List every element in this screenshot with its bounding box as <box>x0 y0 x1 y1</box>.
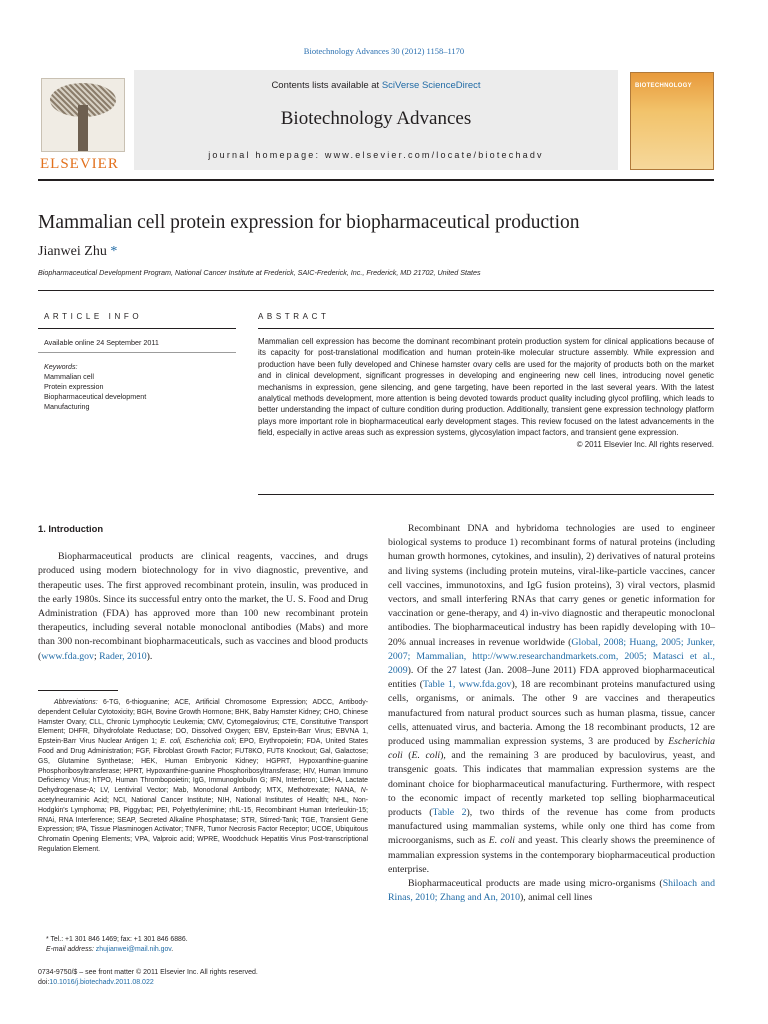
email-line <box>46 945 188 955</box>
email-end: . <box>171 946 174 953</box>
body-text: and yeast. This clearly shows the preeminence of mammalian expression systems in the contemporary biopharmaceutical production enterprise. <box>388 835 715 875</box>
doi-link[interactable]: 10.1016/j.biotechadv.2011.08.022 <box>49 979 154 986</box>
front-matter <box>38 968 258 988</box>
citation-link[interactable]: Global, 2008; Huang, 2005; Junker, 2007; Mammalian, http://www.researchandmarkets.com, 2005; Matasci et al., 2009 <box>388 636 715 677</box>
body-paragraph <box>388 522 715 877</box>
abbreviations-text: ; EPO, Erythropoietin; FDA, United States Food and Drug Administration; FGF, Fibroblast Growth Factor; FUT8KO, FUT8 Knockout; Gal, Galactose; GS, Glutamine Synthetase; HEK, Human Embryonic Kidney; HGPRT, Hypoxanthine-guanine Phosphoribosyltransferase; HPRT, Hypoxanthine-guanine Phosphoribosyltransferase; HIV, Human Immuno Deficiency Virus; hTPO, Human Thrombopoietin; IgG, Immunoglobulin G; IFN, Interferon; LDH-A, Lactate Dehydrogenase-A; LV, Lentiviral Vector; Mab, Monoclonal Antibody; MTX, Methotrexate; NANA, <box>38 738 368 795</box>
author-line <box>38 244 117 260</box>
intro-text: Biopharmaceutical products are clinical reagents, vaccines, and drugs produced using modern biotechnology for in vivo diagnostic, preventive, and therapeutic uses. The first approved recombinant protein, insulin, was produced in the early 1980s. Since its successful entry onto the market, the U. S. Food and Drug Administration (FDA) has approved more than 100 new recombinant protein therapeutics, including several notable monoclonal antibodies (Mabs) and more than 300 non-recombinant biopharmaceuticals, such as vaccines and blood products ( <box>38 551 368 662</box>
elsevier-logo[interactable] <box>38 78 126 172</box>
abstract-body <box>258 336 714 450</box>
contents-line <box>134 80 618 91</box>
body-text: Biopharmaceutical products are made using micro-organisms ( <box>408 878 663 890</box>
left-column <box>38 522 368 664</box>
doi-prefix: doi: <box>38 979 50 986</box>
keywords-label: Keywords: <box>44 362 78 371</box>
journal-cover-thumbnail[interactable] <box>630 72 714 170</box>
cover-title: BIOTECHNOLOGY <box>635 83 692 89</box>
species-name: Escherichia coli <box>388 736 715 762</box>
intro-paragraph <box>38 550 368 664</box>
abbreviations-label: Abbreviations: <box>54 699 98 706</box>
email-label: E-mail address: <box>46 946 94 953</box>
citation-link[interactable]: Rader, 2010 <box>99 650 147 662</box>
table-2-link[interactable]: Table 2 <box>432 807 467 819</box>
species-name: E. coli <box>411 750 441 762</box>
ref-separator: ; <box>93 650 100 662</box>
fda-link[interactable]: www.fda.gov <box>41 650 94 662</box>
abbreviations-footnote <box>38 698 368 855</box>
article-title: Mammalian cell protein expression for biopharmaceutical production <box>38 212 580 233</box>
body-text: ), and the remaining 3 are produced by baculovirus, yeast, and transgenic goats. This indicates that mammalian expression systems are the dominant choice for biopharmaceutical manufacturing. Furthermore, with respect to the economic impact of recently marketed top selling biopharmaceutical products ( <box>388 750 715 819</box>
tel-fax: * Tel.: +1 301 846 1469; fax: +1 301 846 6886. <box>46 936 188 943</box>
journal-reference[interactable]: Biotechnology Advances 30 (2012) 1158–1170 <box>303 46 465 56</box>
email-link[interactable]: zhujianwei@mail.nih.gov <box>95 946 172 953</box>
abbreviations-text: 6-TG, 6-thioguanine; ACE, Artificial Chromosome Expression; ADCC, Antibody-dependent Cellular Cytotoxicity; BGH, Bovine Growth Hormone; BHK, Baby Hamster Kidney; CHO, Chinese Hamster Ovary; CLL, Chronic Lymphocytic Leukemia; CMV, Cytomegalovirus; CTE, Constitutive Transport Element; DHFR, Dihydrofolate Reductase; DO, Dissolved Oxygen; EBV, Epstein-Barr Virus; EBVNA 1, Epstein-Barr Virus Nuclear Antigen 1; <box>38 699 368 746</box>
tree-icon <box>41 78 125 152</box>
abbreviations-text-italic: N <box>360 787 366 795</box>
contact-footnote <box>46 935 188 955</box>
keyword-item: Biopharmaceutical development <box>44 392 147 401</box>
body-text: ), two thirds of the revenue has come from products manufactured using mammalian systems, while only one third has come from microorganisms, such as <box>388 807 716 847</box>
species-name: E. coli <box>488 835 515 847</box>
article-info-subrule <box>38 352 236 353</box>
contents-prefix: Contents lists available at <box>271 80 382 91</box>
abstract-bottom-rule <box>258 494 714 495</box>
journal-title: Biotechnology Advances <box>280 108 472 129</box>
sciencedirect-link[interactable]: SciVerse ScienceDirect <box>381 80 481 91</box>
masthead-divider <box>38 179 714 181</box>
section-heading-introduction: 1. Introduction <box>38 523 104 534</box>
homepage-link[interactable]: www.elsevier.com/locate/biotechadv <box>324 150 544 160</box>
body-paragraph <box>388 877 715 905</box>
title-divider <box>38 290 714 291</box>
intro-text-end: ). <box>146 650 153 662</box>
abstract-text: Mammalian cell expression has become the dominant recombinant protein production system for clinical applications because of its capacity for post-translational modification and human protein-like molecular structure assembly. While expression and production have been fully developed and Chinese hamster ovary cells are used for the majority of products both on the market and in clinical development, significant progresses in developing and engineering new cell lines, introducing novel genetic mechanisms in expression, gene silencing, and gene targeting, have been reported in the last several years. With the latest analytical methods development, more attention is being devoted towards product quality including glycol profiling, which leads to better understanding the impact of culture condition during production. Additionally, transient gene expression technology platform plays more important role in biopharmaceutical early development stages. This review focused on the latest advancements in the field, especially in active areas such as expression systems, glycosylation impact factors, and transient gene expression. <box>258 337 714 438</box>
article-info-heading: ARTICLE INFO <box>44 312 143 321</box>
doi-line <box>38 978 258 988</box>
masthead <box>38 70 714 170</box>
abbreviations-text-italic: E. coli, Escherichia coli <box>160 738 235 746</box>
homepage-prefix: journal homepage: <box>208 150 325 160</box>
affiliation: Biopharmaceutical Development Program, National Cancer Institute at Frederick, SAIC-Frederick, Inc., Frederick, MD 21702, United States <box>38 268 481 277</box>
issn-line: 0734-9750/$ – see front matter © 2011 Elsevier Inc. All rights reserved. <box>38 969 258 976</box>
abstract-heading: ABSTRACT <box>258 312 330 321</box>
copyright-notice: © 2011 Elsevier Inc. All rights reserved. <box>576 439 714 449</box>
corresponding-author-mark[interactable]: * <box>110 244 118 259</box>
body-text: ). Of the 27 latest (Jan. 2008–June 2011) FDA approved biopharmaceutical entities ( <box>388 665 715 691</box>
abstract-rule <box>258 328 714 329</box>
keyword-item: Manufacturing <box>44 402 90 411</box>
footnote-rule <box>38 690 118 691</box>
body-text: ), 18 are recombinant proteins manufactured using cells, organisms, or animals. The other 9 are vaccines and therapeutics manufactured from natural product sources such as human plasma, tissue, cancer cells, attenuated virus, and bacteria. Among the 18 recombinant products, 12 are produced using mammalian expression systems, 3 are produced by <box>388 679 715 748</box>
publisher-name: ELSEVIER <box>40 156 119 172</box>
abbreviations-text: -acetylneuraminic Acid; NCI, National Cancer Institute; NIH, National Institutes of Health; NHL, Non-Hodgkin's Lymphoma; PB, Piggybac; PEI, Polyethylenimine; rhIL-15, Recombinant Human Interleukin-15; RNAi, RNA Interference; SEAP, Secreted Alkaline Phosphatase; STR, Stirred-Tank; TGE, Transient Gene Expression; tPA, Tissue Plasminogen Activator; TNFR, Tumor Necrosis Factor Receptor; UCOE, Ubiquitous Chromatin Opening Elements; VPA, Valproic acid; WPRE, Woodchuck Hepatitis Virus Post-transcriptional Regulation Element. <box>38 787 368 853</box>
body-text: ( <box>402 750 412 762</box>
keywords-block <box>44 362 146 412</box>
available-online: Available online 24 September 2011 <box>44 338 159 347</box>
homepage-line <box>134 150 618 160</box>
keyword-item: Mammalian cell <box>44 372 94 381</box>
article-info-rule <box>38 328 236 329</box>
masthead-center <box>134 70 618 170</box>
keyword-item: Protein expression <box>44 382 104 391</box>
table-1-link[interactable]: Table 1, www.fda.gov <box>422 679 512 691</box>
citation-link[interactable]: Shiloach and Rinas, 2010; Zhang and An, 2010 <box>388 878 715 904</box>
body-text: Recombinant DNA and hybridoma technologies are used to engineer biological systems to produce 1) recombinant forms of natural proteins (including human growth hormones, cytokines, and insulin), 2) derivatives of natural proteins and living systems (including protein muteins, viral-like-particle vaccines, cancer cell vaccines, immunotoxins, and IgG fusion proteins), 3) viral vectors, plasmid vectors, and small interfering RNAs that carry genes or genetic information for vaccination or gene-therapy, and 4) in-vivo diagnostic and therapeutic monoclonal antibodies. The biopharmaceutical industry has been rapidly developing with 10–20% annual increases in revenue worldwide ( <box>388 523 715 648</box>
author-name: Jianwei Zhu <box>38 244 107 259</box>
right-column <box>388 522 715 905</box>
body-text: ), animal cell lines <box>519 892 593 904</box>
